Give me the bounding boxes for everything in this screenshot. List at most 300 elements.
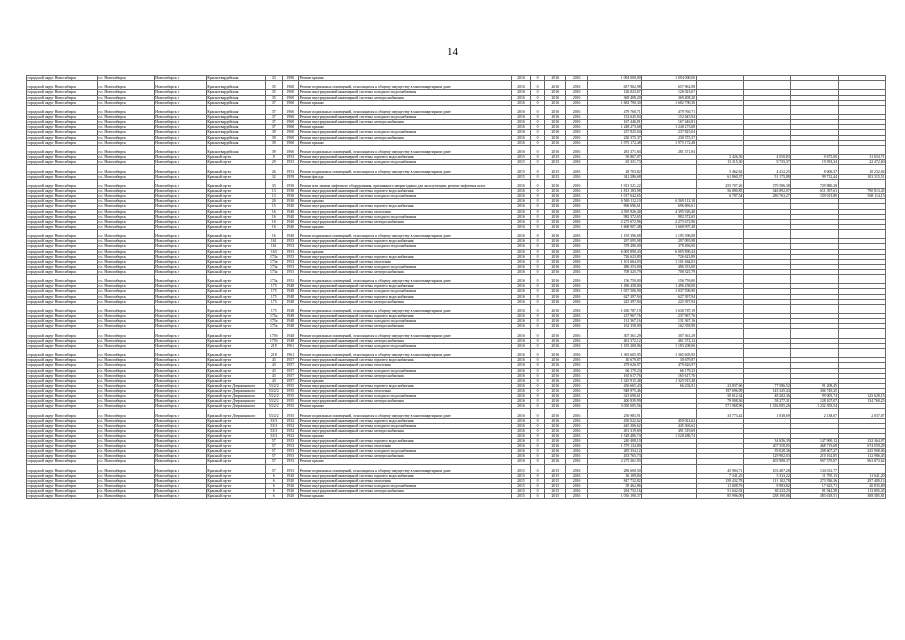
cell-amount-3: 8 606,37 bbox=[791, 165, 838, 174]
cell-start-year: 2015 bbox=[545, 489, 566, 494]
cell-cost: 156 759,00 bbox=[587, 274, 641, 283]
cell-work-type: Ремонт крыши bbox=[299, 459, 512, 464]
cell-amount-4: 20 835,69 bbox=[838, 484, 885, 489]
cell-municipality: городской округ Новосибирск bbox=[27, 274, 98, 283]
cell-municipality: городской округ Новосибирск bbox=[27, 358, 98, 363]
cell-amount-2: 34 656,39 bbox=[743, 439, 790, 444]
cell-end-year: 2016 bbox=[566, 239, 587, 244]
cell-plan-year: 2016 bbox=[512, 404, 531, 409]
cell-flag: 0 bbox=[530, 479, 544, 484]
cell-end-year: 2016 bbox=[566, 269, 587, 274]
cell-city: Новосибирск г bbox=[154, 343, 206, 348]
register-table-body bbox=[27, 76, 886, 499]
cell-amount-3: 611 397,61 bbox=[791, 189, 838, 194]
cell-municipality: городской округ Новосибирск bbox=[27, 174, 98, 179]
cell-year: 1953 bbox=[282, 459, 299, 464]
cell-work-type: Ремонт внутридомовой инженерной системы холодного водоснабжения bbox=[299, 244, 512, 249]
cell-cost: 1 248 273,68 bbox=[587, 125, 641, 130]
cell-city: Новосибирск г bbox=[154, 76, 206, 81]
cell-end-year: 2016 bbox=[566, 399, 587, 404]
cell-year: 1960 bbox=[282, 125, 299, 130]
cell-settlement: г.о. Новосибирск bbox=[97, 100, 154, 105]
cell-year: 1953 bbox=[282, 264, 299, 269]
cell-flag: 0 bbox=[530, 194, 544, 199]
cell-street: Красногвардейская bbox=[206, 90, 265, 95]
cell-settlement: г.о. Новосибирск bbox=[97, 489, 154, 494]
cell-cost: 323 690,61 bbox=[587, 394, 641, 399]
cell-amount-4 bbox=[838, 464, 885, 473]
cell-settlement: г.о. Новосибирск bbox=[97, 319, 154, 324]
table-row bbox=[27, 464, 886, 473]
cell-amount-1 bbox=[696, 145, 743, 154]
cell-amount-2: 103 407,28 bbox=[743, 464, 790, 473]
cell-city: Новосибирск г bbox=[154, 249, 206, 254]
table-row bbox=[27, 145, 886, 154]
cell-street: Красный пр-кт bbox=[206, 174, 265, 179]
cell-house: 57 bbox=[265, 459, 282, 464]
cell-year: 1953 bbox=[282, 454, 299, 459]
cell-start-year: 2015 bbox=[545, 473, 566, 478]
cell-end-year: 2016 bbox=[566, 174, 587, 179]
cell-amount-3: 147 900,12 bbox=[791, 439, 838, 444]
cell-cost-total: 708 325,79 bbox=[642, 269, 696, 274]
cell-amount-4: 31 654,71 bbox=[838, 155, 885, 160]
cell-settlement: г.о. Новосибирск bbox=[97, 130, 154, 135]
cell-year: 1955 bbox=[282, 383, 299, 388]
cell-settlement: г.о. Новосибирск bbox=[97, 214, 154, 219]
cell-amount-3 bbox=[791, 329, 838, 338]
cell-end-year: 2016 bbox=[566, 249, 587, 254]
cell-work-type: Ремонт внутридомовой инженерной системы отопления bbox=[299, 388, 512, 393]
cell-plan-year: 2016 bbox=[512, 259, 531, 264]
cell-flag: 0 bbox=[530, 199, 544, 204]
cell-city: Новосибирск г bbox=[154, 140, 206, 145]
cell-amount-1: 45 904,71 bbox=[696, 464, 743, 473]
cell-work-type: Ремонт подвальных помещений, относящихся к общему имуществу в многоквартирном доме bbox=[299, 348, 512, 357]
cell-start-year: 2016 bbox=[545, 314, 566, 319]
cell-municipality: городской округ Новосибирск bbox=[27, 120, 98, 125]
cell-year: 1953 bbox=[282, 160, 299, 165]
cell-cost-total: 230 375,37 bbox=[642, 135, 696, 140]
cell-settlement: г.о. Новосибирск bbox=[97, 239, 154, 244]
cell-amount-3 bbox=[791, 348, 838, 357]
cell-plan-year: 2016 bbox=[512, 329, 531, 338]
cell-start-year: 2016 bbox=[545, 439, 566, 444]
cell-year: 1930 bbox=[282, 199, 299, 204]
cell-year: 1953 bbox=[282, 249, 299, 254]
cell-city: Новосибирск г bbox=[154, 135, 206, 140]
cell-work-type: Ремонт внутридомовой инженерной системы холодного водоснабжения bbox=[299, 394, 512, 399]
cell-city: Новосибирск г bbox=[154, 299, 206, 304]
cell-street: Красный пр-кт bbox=[206, 373, 265, 378]
cell-flag: 0 bbox=[530, 399, 544, 404]
cell-flag: 0 bbox=[530, 174, 544, 179]
cell-municipality: городской округ Новосибирск bbox=[27, 383, 98, 388]
cell-flag: 0 bbox=[530, 433, 544, 438]
cell-end-year: 2016 bbox=[566, 199, 587, 204]
cell-work-type: Ремонт внутридомовой инженерной системы электроснабжения bbox=[299, 454, 512, 459]
cell-end-year: 2016 bbox=[566, 259, 587, 264]
cell-street: Красный пр-кт Дзержинского bbox=[206, 404, 265, 409]
cell-start-year: 2015 bbox=[545, 494, 566, 499]
cell-work-type: Ремонт внутридомовой инженерной системы горячего водоснабжения bbox=[299, 204, 512, 209]
cell-city: Новосибирск г bbox=[154, 194, 206, 199]
cell-street: Красный пр-кт bbox=[206, 449, 265, 454]
cell-plan-year: 2016 bbox=[512, 319, 531, 324]
cell-settlement: г.о. Новосибирск bbox=[97, 284, 154, 289]
cell-work-type: Ремонт крыши bbox=[299, 433, 512, 438]
cell-municipality: городской округ Новосибирск bbox=[27, 388, 98, 393]
cell-flag: 0 bbox=[530, 343, 544, 348]
cell-year: 1940 bbox=[282, 214, 299, 219]
cell-cost-total: 378 496,00 bbox=[642, 244, 696, 249]
cell-cost: 491 319,69 bbox=[587, 428, 641, 433]
cell-end-year: 2016 bbox=[566, 165, 587, 174]
cell-municipality: городской округ Новосибирск bbox=[27, 418, 98, 423]
cell-end-year: 2016 bbox=[566, 254, 587, 259]
cell-start-year: 2016 bbox=[545, 388, 566, 393]
cell-street: Красный пр-кт bbox=[206, 294, 265, 299]
cell-city: Новосибирск г bbox=[154, 338, 206, 343]
cell-city: Новосибирск г bbox=[154, 254, 206, 259]
cell-amount-1 bbox=[696, 348, 743, 357]
cell-street: Красный пр-кт bbox=[206, 269, 265, 274]
cell-settlement: г.о. Новосибирск bbox=[97, 194, 154, 199]
cell-year: 1952 bbox=[282, 428, 299, 433]
cell-start-year: 2016 bbox=[545, 214, 566, 219]
capital-repair-register-table bbox=[26, 75, 886, 499]
cell-street: Красный пр-кт bbox=[206, 348, 265, 357]
cell-amount-3 bbox=[791, 274, 838, 283]
cell-municipality: городской округ Новосибирск bbox=[27, 224, 98, 229]
cell-street: Красный пр-кт bbox=[206, 484, 265, 489]
cell-street: Красный пр-кт bbox=[206, 464, 265, 473]
cell-end-year: 2016 bbox=[566, 394, 587, 399]
cell-work-type: Ремонт внутридомовой инженерной системы горячего водоснабжения bbox=[299, 239, 512, 244]
cell-end-year: 2016 bbox=[566, 409, 587, 418]
cell-city: Новосибирск г bbox=[154, 394, 206, 399]
cell-work-type: Ремонт или замена лифтового оборудования, признанного непригодным для эксплуатации, ремонт лифтовых шахт bbox=[299, 179, 512, 188]
cell-amount-3: 383 618,51 bbox=[791, 494, 838, 499]
cell-house: 53/2/2 bbox=[265, 399, 282, 404]
cell-street: Красный пр-кт bbox=[206, 244, 265, 249]
cell-amount-1: 61 860,37 bbox=[696, 174, 743, 179]
cell-street: Красный пр-кт bbox=[206, 343, 265, 348]
cell-work-type: Ремонт крыши bbox=[299, 378, 512, 383]
cell-plan-year: 2016 bbox=[512, 130, 531, 135]
cell-street: Красный пр-кт bbox=[206, 473, 265, 478]
cell-plan-year: 2016 bbox=[512, 394, 531, 399]
cell-settlement: г.о. Новосибирск bbox=[97, 90, 154, 95]
cell-house: 43 bbox=[265, 373, 282, 378]
cell-city: Новосибирск г bbox=[154, 204, 206, 209]
cell-cost: 2 275 672,96 bbox=[587, 219, 641, 224]
cell-work-type: Ремонт внутридомовой инженерной системы холодного водоснабжения bbox=[299, 343, 512, 348]
cell-year: 1948 bbox=[282, 284, 299, 289]
cell-year: 1953 bbox=[282, 269, 299, 274]
cell-work-type: Ремонт внутридомовой инженерной системы электроснабжения bbox=[299, 269, 512, 274]
cell-city: Новосибирск г bbox=[154, 214, 206, 219]
cell-house: 37 bbox=[265, 120, 282, 125]
cell-flag: 0 bbox=[530, 423, 544, 428]
cell-city: Новосибирск г bbox=[154, 125, 206, 130]
cell-year: 1952 bbox=[282, 433, 299, 438]
cell-settlement: г.о. Новосибирск bbox=[97, 404, 154, 409]
cell-municipality: городской округ Новосибирск bbox=[27, 479, 98, 484]
cell-year: 1960 bbox=[282, 115, 299, 120]
cell-end-year: 2016 bbox=[566, 224, 587, 229]
cell-start-year: 2016 bbox=[545, 368, 566, 373]
cell-house: 6 bbox=[265, 484, 282, 489]
cell-house: 175 bbox=[265, 304, 282, 313]
cell-house: 43 bbox=[265, 378, 282, 383]
table-row bbox=[27, 105, 886, 114]
cell-flag: 0 bbox=[530, 165, 544, 174]
cell-flag: 0 bbox=[530, 324, 544, 329]
cell-cost-total: 369 408,20 bbox=[642, 95, 696, 100]
cell-plan-year: 2016 bbox=[512, 423, 531, 428]
cell-amount-3 bbox=[791, 304, 838, 313]
cell-end-year: 2016 bbox=[566, 209, 587, 214]
cell-end-year: 2016 bbox=[566, 284, 587, 289]
cell-settlement: г.о. Новосибирск bbox=[97, 449, 154, 454]
cell-cost: 237 967,76 bbox=[587, 314, 641, 319]
cell-street: Красный пр-кт bbox=[206, 289, 265, 294]
cell-amount-4 bbox=[838, 229, 885, 238]
cell-plan-year: 2016 bbox=[512, 454, 531, 459]
cell-plan-year: 2016 bbox=[512, 294, 531, 299]
cell-cost: 131 367,16 bbox=[587, 319, 641, 324]
cell-city: Новосибирск г bbox=[154, 473, 206, 478]
cell-cost: 1 668 907,48 bbox=[587, 224, 641, 229]
cell-street: Красный пр-кт bbox=[206, 264, 265, 269]
cell-amount-2: 379 586,38 bbox=[743, 179, 790, 188]
cell-house: 161 bbox=[265, 239, 282, 244]
cell-plan-year: 2016 bbox=[512, 363, 531, 368]
cell-year: 1957 bbox=[282, 378, 299, 383]
cell-cost: 297 095,98 bbox=[587, 239, 641, 244]
cell-cost-total bbox=[642, 409, 696, 418]
cell-work-type: Ремонт внутридомовой инженерной системы холодного водоснабжения bbox=[299, 214, 512, 219]
cell-work-type: Ремонт внутридомовой инженерной системы горячего водоснабжения bbox=[299, 284, 512, 289]
cell-end-year: 2016 bbox=[566, 115, 587, 120]
cell-cost: 1 101 664,03 bbox=[587, 259, 641, 264]
cell-flag: 0 bbox=[530, 294, 544, 299]
cell-street: Красногвардейская bbox=[206, 135, 265, 140]
cell-city: Новосибирск г bbox=[154, 373, 206, 378]
cell-cost: 66 179,23 bbox=[587, 368, 641, 373]
cell-work-type: Ремонт подвальных помещений, относящихся к общему имуществу в многоквартирном доме bbox=[299, 229, 512, 238]
cell-work-type: Ремонт внутридомовой инженерной системы отопления bbox=[299, 479, 512, 484]
cell-amount-2: 9 735,37 bbox=[743, 160, 790, 165]
cell-end-year: 2016 bbox=[566, 219, 587, 224]
cell-amount-1 bbox=[696, 81, 743, 90]
cell-flag: 0 bbox=[530, 358, 544, 363]
cell-city: Новосибирск г bbox=[154, 100, 206, 105]
cell-city: Новосибирск г bbox=[154, 145, 206, 154]
cell-work-type: Ремонт подвальных помещений, относящихся к общему имуществу в многоквартирном доме bbox=[299, 145, 512, 154]
cell-work-type: Ремонт подвальных помещений, относящихся к общему имуществу в многоквартирном доме bbox=[299, 464, 512, 473]
cell-street: Красногвардейская bbox=[206, 76, 265, 81]
cell-cost: 167 446,81 bbox=[587, 120, 641, 125]
cell-street: Красный пр-кт bbox=[206, 229, 265, 238]
cell-start-year: 2016 bbox=[545, 294, 566, 299]
cell-house: 173а bbox=[265, 254, 282, 259]
cell-city: Новосибирск г bbox=[154, 494, 206, 499]
cell-settlement: г.о. Новосибирск bbox=[97, 259, 154, 264]
cell-plan-year: 2016 bbox=[512, 399, 531, 404]
cell-house: 6 bbox=[265, 489, 282, 494]
cell-start-year: 2016 bbox=[545, 194, 566, 199]
cell-amount-3 bbox=[791, 229, 838, 238]
cell-amount-1: 6 787,54 bbox=[696, 194, 743, 199]
cell-plan-year: 2015 bbox=[512, 479, 531, 484]
cell-end-year: 2016 bbox=[566, 373, 587, 378]
cell-amount-2 bbox=[743, 105, 790, 114]
cell-settlement: г.о. Новосибирск bbox=[97, 254, 154, 259]
cell-start-year: 2016 bbox=[545, 229, 566, 238]
cell-plan-year: 2016 bbox=[512, 189, 531, 194]
table-row bbox=[27, 409, 886, 418]
cell-flag: 0 bbox=[530, 368, 544, 373]
cell-settlement: г.о. Новосибирск bbox=[97, 229, 154, 238]
cell-flag: 0 bbox=[530, 404, 544, 409]
cell-amount-3: 273 936,36 bbox=[791, 479, 838, 484]
cell-plan-year: 2016 bbox=[512, 299, 531, 304]
cell-city: Новосибирск г bbox=[154, 165, 206, 174]
cell-cost-total: 461 372,12 bbox=[642, 338, 696, 343]
cell-municipality: городской округ Новосибирск bbox=[27, 105, 98, 114]
page-number: 14 bbox=[447, 46, 458, 58]
cell-end-year: 2016 bbox=[566, 194, 587, 199]
cell-settlement: г.о. Новосибирск bbox=[97, 174, 154, 179]
cell-work-type: Ремонт внутридомовой инженерной системы электроснабжения bbox=[299, 324, 512, 329]
cell-cost: 1 183 208,06 bbox=[587, 343, 641, 348]
cell-house: 57 bbox=[265, 454, 282, 459]
cell-cost: 1 496 458,00 bbox=[587, 284, 641, 289]
cell-settlement: г.о. Новосибирск bbox=[97, 120, 154, 125]
cell-work-type: Ремонт внутридомовой инженерной системы холодного водоснабжения bbox=[299, 194, 512, 199]
cell-start-year: 2015 bbox=[545, 165, 566, 174]
cell-cost-total: 726 623,89 bbox=[642, 254, 696, 259]
cell-house: 39 bbox=[265, 140, 282, 145]
cell-city: Новосибирск г bbox=[154, 120, 206, 125]
cell-cost-total: 6 005 890,43 bbox=[642, 249, 696, 254]
cell-street: Красный пр-кт bbox=[206, 165, 265, 174]
cell-year: 1957 bbox=[282, 373, 299, 378]
cell-amount-4: 112 986,45 bbox=[838, 454, 885, 459]
cell-start-year: 2016 bbox=[545, 95, 566, 100]
cell-plan-year: 2015 bbox=[512, 464, 531, 473]
cell-plan-year: 2015 bbox=[512, 473, 531, 478]
cell-flag: 0 bbox=[530, 444, 544, 449]
cell-street: Красный пр-кт bbox=[206, 368, 265, 373]
cell-municipality: городской округ Новосибирск bbox=[27, 269, 98, 274]
cell-cost: 486 353,00 bbox=[587, 264, 641, 269]
cell-plan-year: 2016 bbox=[512, 348, 531, 357]
cell-house: 175б bbox=[265, 329, 282, 338]
cell-end-year: 2016 bbox=[566, 449, 587, 454]
cell-settlement: г.о. Новосибирск bbox=[97, 189, 154, 194]
cell-amount-4: 297 480,13 bbox=[838, 479, 885, 484]
cell-house: 35 bbox=[265, 81, 282, 90]
cell-cost: 1 579 134,80 bbox=[587, 444, 641, 449]
cell-end-year: 2016 bbox=[566, 90, 587, 95]
cell-end-year: 2016 bbox=[566, 338, 587, 343]
cell-amount-3: 210 162,85 bbox=[791, 454, 838, 459]
cell-municipality: городской округ Новосибирск bbox=[27, 214, 98, 219]
cell-city: Новосибирск г bbox=[154, 294, 206, 299]
cell-cost: 50 867,07 bbox=[587, 155, 641, 160]
cell-municipality: городской округ Новосибирск bbox=[27, 135, 98, 140]
cell-amount-4 bbox=[838, 329, 885, 338]
cell-municipality: городской округ Новосибирск bbox=[27, 314, 98, 319]
cell-end-year: 2016 bbox=[566, 464, 587, 473]
cell-house: 33 bbox=[265, 179, 282, 188]
cell-flag: 0 bbox=[530, 90, 544, 95]
cell-house: 26 bbox=[265, 165, 282, 174]
cell-cost: 627 397,94 bbox=[587, 294, 641, 299]
cell-street: Красный пр-кт bbox=[206, 259, 265, 264]
cell-amount-1: 56 080,85 bbox=[696, 189, 743, 194]
cell-cost: 847 732,82 bbox=[587, 479, 641, 484]
cell-flag: 0 bbox=[530, 249, 544, 254]
table-row bbox=[27, 165, 886, 174]
cell-street: Красный пр-кт bbox=[206, 224, 265, 229]
cell-year: 1953 bbox=[282, 239, 299, 244]
cell-end-year: 2016 bbox=[566, 484, 587, 489]
table-row bbox=[27, 229, 886, 238]
cell-municipality: городской округ Новосибирск bbox=[27, 194, 98, 199]
cell-work-type: Ремонт внутридомовой инженерной системы холодного водоснабжения bbox=[299, 319, 512, 324]
cell-work-type: Ремонт внутридомовой инженерной системы горячего водоснабжения bbox=[299, 439, 512, 444]
cell-house: 6 bbox=[265, 479, 282, 484]
cell-house: 53/3 bbox=[265, 423, 282, 428]
cell-street: Красный пр-кт bbox=[206, 338, 265, 343]
cell-start-year: 2016 bbox=[545, 105, 566, 114]
cell-amount-4: 2 037,07 bbox=[838, 409, 885, 418]
cell-start-year: 2016 bbox=[545, 219, 566, 224]
cell-work-type: Ремонт внутридомовой инженерной системы холодного водоснабжения bbox=[299, 264, 512, 269]
cell-year: 1940 bbox=[282, 209, 299, 214]
cell-cost: 6 569 112,10 bbox=[587, 199, 641, 204]
cell-cost: 256 983,91 bbox=[587, 409, 641, 418]
cell-street: Красный пр-кт bbox=[206, 358, 265, 363]
cell-city: Новосибирск г bbox=[154, 105, 206, 114]
cell-end-year: 2016 bbox=[566, 264, 587, 269]
cell-municipality: городской округ Новосибирск bbox=[27, 160, 98, 165]
cell-start-year: 2016 bbox=[545, 404, 566, 409]
cell-street: Красный пр-кт bbox=[206, 459, 265, 464]
cell-amount-3: 306 749,25 bbox=[791, 388, 838, 393]
cell-year: 1960 bbox=[282, 90, 299, 95]
cell-start-year: 2016 bbox=[545, 254, 566, 259]
cell-municipality: городской округ Новосибирск bbox=[27, 459, 98, 464]
cell-street: Красный пр-кт bbox=[206, 489, 265, 494]
cell-amount-2: 5 333,22 bbox=[743, 473, 790, 478]
cell-settlement: г.о. Новосибирск bbox=[97, 399, 154, 404]
cell-plan-year: 2016 bbox=[512, 229, 531, 238]
cell-settlement: г.о. Новосибирск bbox=[97, 383, 154, 388]
cell-work-type: Ремонт крыши bbox=[299, 404, 512, 409]
cell-house: 13 bbox=[265, 194, 282, 199]
cell-settlement: г.о. Новосибирск bbox=[97, 439, 154, 444]
cell-plan-year: 2016 bbox=[512, 120, 531, 125]
cell-work-type: Ремонт внутридомовой инженерной системы холодного водоснабжения bbox=[299, 289, 512, 294]
cell-municipality: городской округ Новосибирск bbox=[27, 145, 98, 154]
cell-cost: 456 665,43 bbox=[587, 383, 641, 388]
cell-plan-year: 2016 bbox=[512, 100, 531, 105]
